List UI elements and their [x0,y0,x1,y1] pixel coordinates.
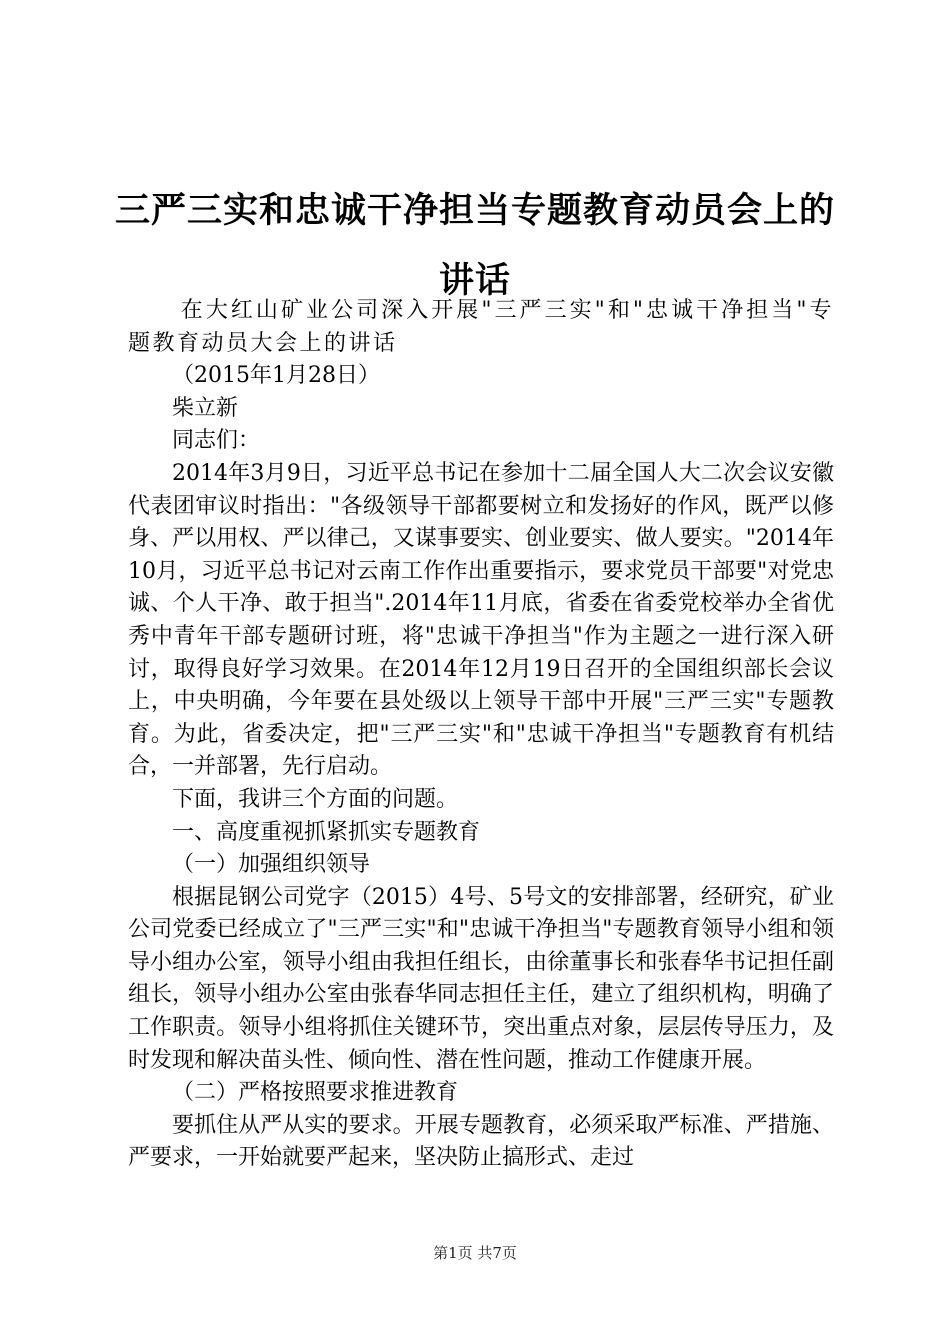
title-line-1: 三严三实和忠诚干净担当专题教育动员会上的 [114,191,835,231]
document-body [128,295,834,1175]
section-heading: 一、高度重视抓紧抓实专题教育 [172,819,481,845]
title-line-2: 讲话 [438,261,511,301]
subsection-heading: （一）加强组织领导 [172,852,371,878]
date-paragraph: （2015年1月28日） [172,363,380,389]
subtitle-paragraph: 在大红山矿业公司深入开展"三严三实"和"忠诚干净担当"专题教育动员大会上的讲话 [128,298,834,356]
page-footer: 第1页 共7页 [433,1244,517,1262]
body-paragraph: 根据昆钢公司党字（2015）4号、5号文的安排部署，经研究，矿业公司党委已经成立了"三严三实"和"忠诚干净担当"专题教育领导小组和领导小组办公室，领导小组由我担任组长，由徐董事长和张春华书记担任副组长，领导小组办公室由张春华同志担任主任，建立了组织机构，明确了工作职责。领导小组将抓住关键环节，突出重点对象，层层传导压力，及时发现和解决苗头性、倾向性、潜在性问题，推动工作健康开展。 [128,884,834,1073]
salutation-paragraph: 同志们： [172,428,261,454]
body-paragraph: 要抓住从严从实的要求。开展专题教育，必须采取严标准、严措施、严要求，一开始就要严起来，坚决防止搞形式、走过 [128,1112,834,1171]
subsection-heading: （二）严格按照要求推进教育 [172,1080,459,1106]
body-paragraph: 2014年3月9日，习近平总书记在参加十二届全国人大二次会议安徽代表团审议时指出："各级领导干部都要树立和发扬好的作风，既严以修身、严以用权、严以律己，又谋事要实、创业要实、做人要实。"2014年10月，习近平总书记对云南工作作出重要指示，要求党员干部要"对党忠诚、个人干净、敢于担当".2014年11月底，省委在省委党校举办全省优秀中青年干部专题研讨班，将"忠诚干净担当"作为主题之一进行深入研讨，取得良好学习效果。在2014年12月19日召开的全国组织部长会议上，中央明确，今年要在县处级以上领导干部中开展"三严三实"专题教育。为此，省委决定，把"三严三实"和"忠诚干净担当"专题教育有机结合，一并部署，先行启动。 [128,460,834,780]
author-paragraph: 柴立新 [172,395,239,421]
body-paragraph: 下面，我讲三个方面的问题。 [172,786,459,812]
